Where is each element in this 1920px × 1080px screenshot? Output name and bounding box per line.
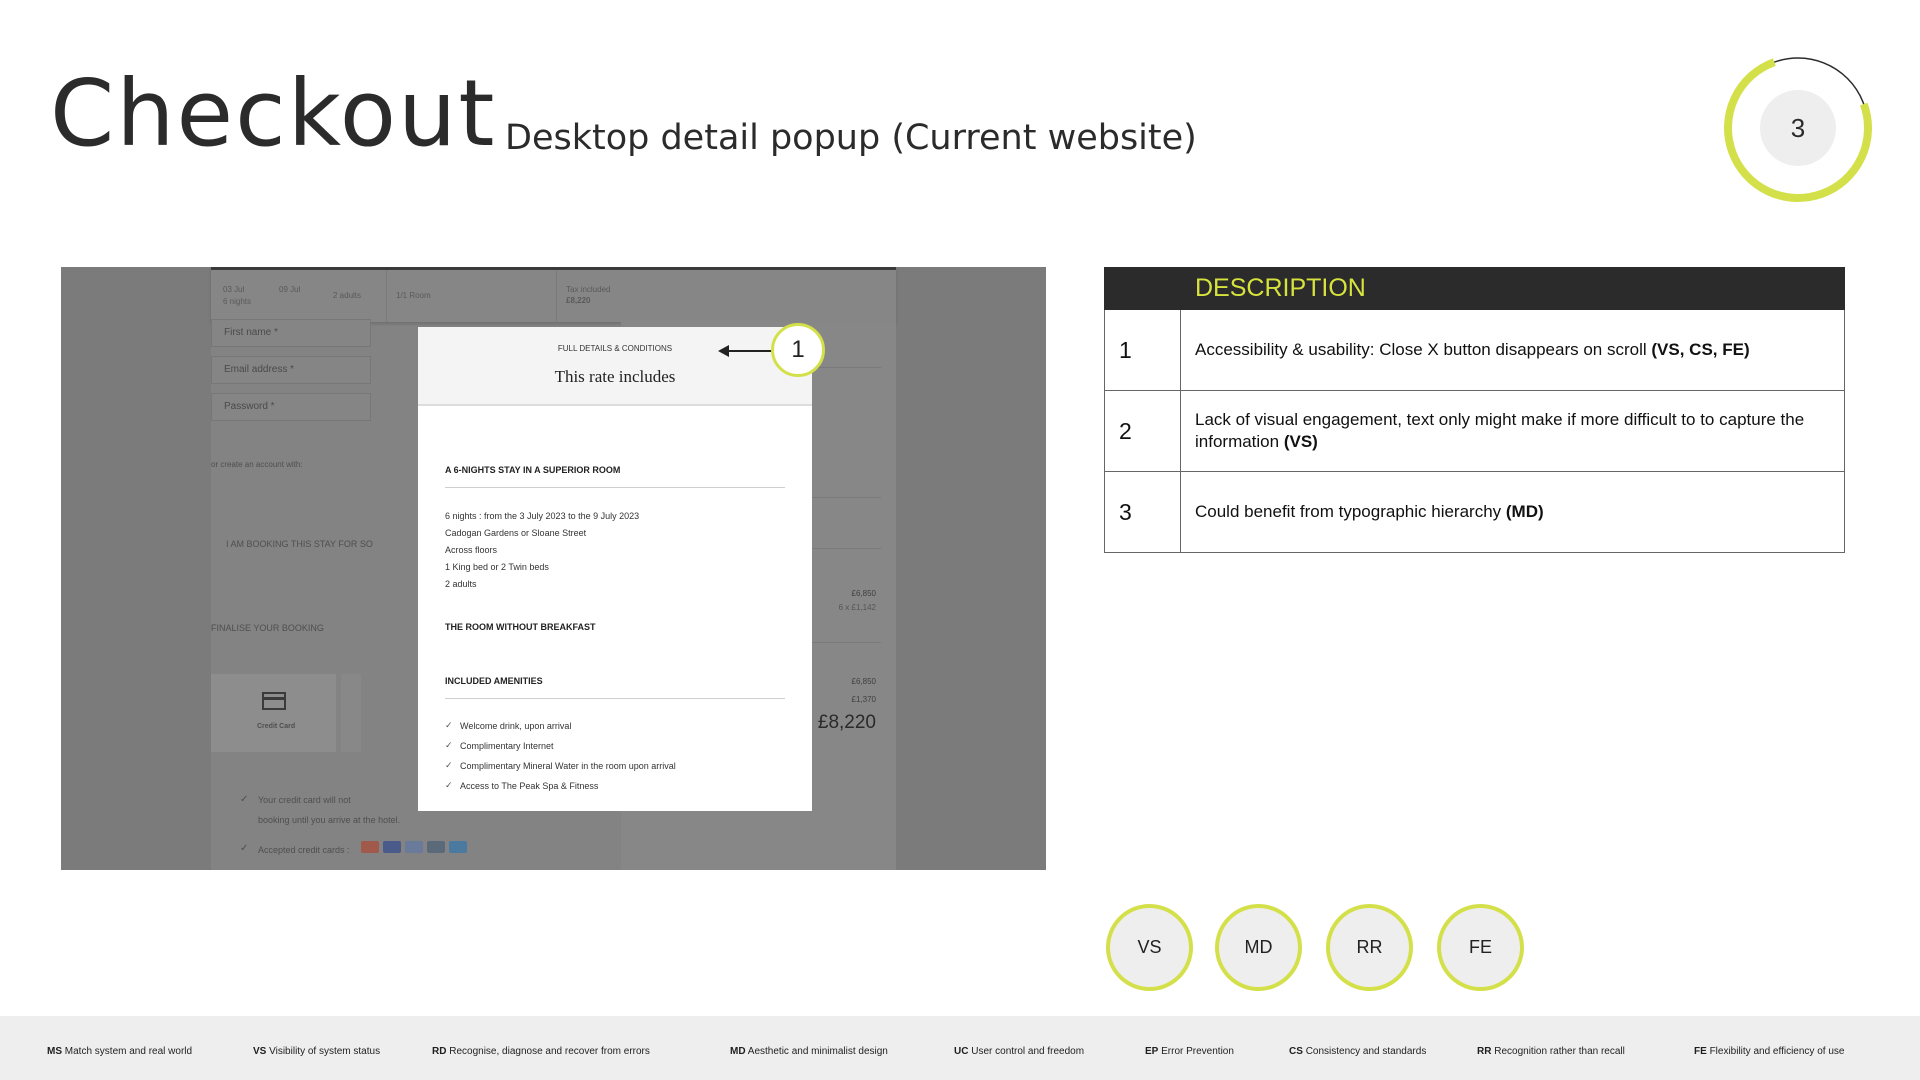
row-number: 1 <box>1105 310 1181 390</box>
row-text: Lack of visual engagement, text only might make if more difficult to to capture the information (VS) <box>1195 410 1805 451</box>
check-icon: ✓ <box>445 720 453 730</box>
popup-section-amenities: INCLUDED AMENITIES <box>445 676 543 686</box>
table-row <box>1104 310 1845 391</box>
detail-line: 1 King bed or 2 Twin beds <box>445 562 549 572</box>
rate-details-popup <box>418 327 812 811</box>
tax-label: Tax included <box>566 285 611 294</box>
credit-card-tab[interactable] <box>211 674 336 752</box>
popup-section-stay: A 6-NIGHTS STAY IN A SUPERIOR ROOM <box>445 465 621 475</box>
total-amount: £8,220 <box>817 712 876 733</box>
rooms-count: 1/1 Room <box>396 291 431 300</box>
heuristic-badge-rr: RR <box>1326 904 1413 991</box>
row-tags: (MD) <box>1505 502 1544 521</box>
accepted-cards-label: Accepted credit cards : <box>258 845 350 855</box>
checkin-date: 03 Jul <box>223 285 245 294</box>
callout-arrowhead <box>718 345 729 357</box>
payment-tab-2[interactable] <box>341 674 361 752</box>
credit-card-tab-label: Credit Card <box>257 723 296 730</box>
heuristic-badge-md: MD <box>1215 904 1302 991</box>
check-icon: ✓ <box>240 843 249 854</box>
legend-item: MS Match system and real world <box>47 1046 193 1057</box>
callout-marker: 1 <box>771 323 825 377</box>
row-tags: (VS) <box>1283 432 1318 451</box>
row-number: 2 <box>1105 391 1181 471</box>
popup-section-breakfast: THE ROOM WITHOUT BREAKFAST <box>445 622 596 632</box>
tax-total: £8,220 <box>566 296 591 305</box>
website-screenshot <box>61 267 1046 870</box>
email-field[interactable]: Email address * <box>211 356 371 384</box>
password-field[interactable]: Password * <box>211 393 371 421</box>
cc-note-line-2: booking until you arrive at the hotel. <box>258 815 401 825</box>
legend-item: VS Visibility of system status <box>253 1046 381 1057</box>
popup-kicker: FULL DETAILS & CONDITIONS <box>557 344 673 353</box>
check-icon: ✓ <box>445 760 453 770</box>
legend-item: EP Error Prevention <box>1145 1046 1234 1057</box>
heuristic-badge-vs: VS <box>1106 904 1193 991</box>
row-text: Could benefit from typographic hierarchy (MD) <box>1195 502 1544 521</box>
description-header: DESCRIPTION <box>1104 267 1845 310</box>
legend-item: RR Recognition rather than recall <box>1477 1046 1625 1057</box>
detail-line: Across floors <box>445 545 498 555</box>
first-name-field[interactable]: First name * <box>211 319 371 347</box>
heuristics-legend <box>0 1016 1920 1080</box>
mastercard-icon <box>361 841 379 853</box>
nights-count: 6 nights <box>223 297 252 306</box>
create-account-text: or create an account with: <box>211 460 303 469</box>
maestro-icon <box>405 841 423 853</box>
credit-card-icon <box>262 692 286 710</box>
row-number: 3 <box>1105 472 1181 552</box>
table-row <box>1104 472 1845 553</box>
guests-count: 2 adults <box>333 291 362 300</box>
check-icon: ✓ <box>240 794 249 805</box>
subtotal-amount: £6,850 <box>851 677 876 686</box>
popup-title: This rate includes <box>554 367 676 386</box>
cc-note-line-1: Your credit card will not <box>258 795 351 805</box>
legend-item: UC User control and freedom <box>954 1046 1085 1057</box>
popup-header <box>418 327 812 406</box>
amenity-item: Complimentary Internet <box>460 741 554 751</box>
room-subtotal: £6,850 <box>851 589 876 598</box>
detail-line: Cadogan Gardens or Sloane Street <box>445 528 587 538</box>
check-icon: ✓ <box>445 740 453 750</box>
description-table <box>1104 267 1845 553</box>
table-row <box>1104 391 1845 472</box>
detail-line: 2 adults <box>445 579 477 589</box>
checkout-date: 09 Jul <box>279 285 301 294</box>
legend-item: MD Aesthetic and minimalist design <box>730 1046 888 1057</box>
page-subtitle: Desktop detail popup (Current website) <box>505 118 1197 158</box>
visa-icon <box>383 841 401 853</box>
row-tags: (VS, CS, FE) <box>1651 340 1750 359</box>
page-number: 3 <box>1760 90 1836 166</box>
booking-for-text[interactable]: I AM BOOKING THIS STAY FOR SO <box>226 539 373 549</box>
check-icon: ✓ <box>445 780 453 790</box>
amex-icon <box>449 841 467 853</box>
legend-item: RD Recognise, diagnose and recover from errors <box>432 1046 650 1057</box>
amenity-item: Welcome drink, upon arrival <box>460 721 572 731</box>
page-title: Checkout <box>50 60 497 167</box>
finalise-heading: FINALISE YOUR BOOKING <box>211 623 324 633</box>
heuristic-badge-fe: FE <box>1437 904 1524 991</box>
room-per-night: 6 x £1,142 <box>838 603 876 612</box>
legend-item: FE Flexibility and efficiency of use <box>1694 1046 1845 1057</box>
legend-item: CS Consistency and standards <box>1289 1046 1427 1057</box>
booking-summary-bar <box>211 267 896 322</box>
amenity-item: Complimentary Mineral Water in the room upon arrival <box>460 761 676 771</box>
jcb-icon <box>427 841 445 853</box>
amenity-item: Access to The Peak Spa & Fitness <box>460 781 599 791</box>
detail-line: 6 nights : from the 3 July 2023 to the 9 July 2023 <box>445 511 640 521</box>
tax-amount: £1,370 <box>851 695 876 704</box>
row-text: Accessibility & usability: Close X button disappears on scroll (VS, CS, FE) <box>1195 340 1750 359</box>
